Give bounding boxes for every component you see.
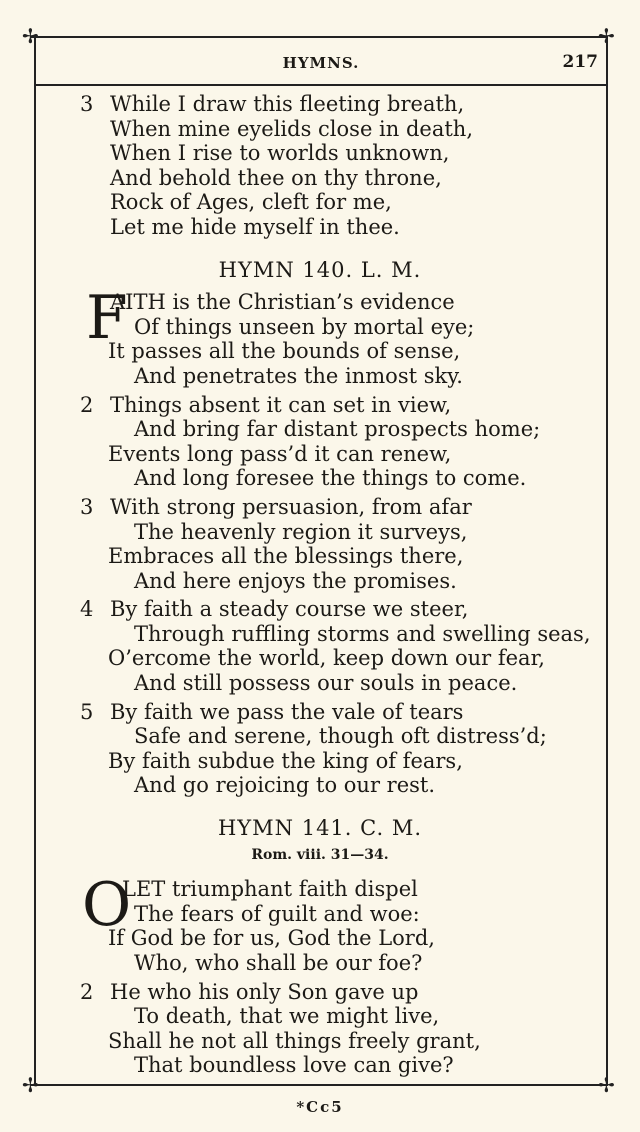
corner-ornament-icon: ✢ xyxy=(598,24,615,48)
verse-line: Who, who shall be our foe? xyxy=(134,951,423,975)
page-content xyxy=(80,92,620,1082)
scripture-reference: Rom. viii. 31—34. xyxy=(251,846,389,863)
stanza-number: 4 xyxy=(80,597,94,622)
verse-line: By faith subdue the king of fears, xyxy=(108,748,463,773)
verse-line: 4 By faith a steady course we steer, xyxy=(80,597,469,622)
verse-line: AITH is the Christian’s evidence xyxy=(110,290,455,315)
verse-line: Let me hide myself in thee. xyxy=(110,214,400,239)
verse-line: When I rise to worlds unknown, xyxy=(110,141,450,166)
verse-line: Events long pass’d it can renew, xyxy=(108,441,452,466)
stanza-number: 3 xyxy=(80,92,94,116)
drop-cap: F xyxy=(86,283,128,354)
verse-line: That boundless love can give? xyxy=(134,1053,454,1078)
stanza-number: 2 xyxy=(80,392,94,417)
running-title: HYMNS. xyxy=(282,54,360,72)
verse-line: 3 While I draw this fleeting breath, xyxy=(80,92,465,116)
header-rule xyxy=(36,84,606,86)
hymn-title: HYMN 140. L. M. xyxy=(218,257,422,282)
verse-line: Safe and serene, though oft distress’d; xyxy=(134,724,547,749)
left-border xyxy=(34,36,36,1086)
printer-signature: *Cc5 xyxy=(296,1098,344,1116)
verse-line: 2 He who his only Son gave up xyxy=(80,979,419,1004)
verse-line: Through ruffling storms and swelling seas, xyxy=(134,621,591,646)
verse-line: 2 Things absent it can set in view, xyxy=(80,392,452,417)
verse-line: LET triumphant faith dispel xyxy=(122,877,418,902)
verse-line: Rock of Ages, cleft for me, xyxy=(110,190,392,215)
page-header xyxy=(36,50,606,76)
verse-line: 3 With strong persuasion, from afar xyxy=(80,494,472,519)
hymn-title: HYMN 141. C. M. xyxy=(217,816,422,841)
corner-ornament-icon: ✢ xyxy=(22,1073,39,1097)
verse-line: And long foresee the things to come. xyxy=(134,466,527,491)
drop-cap: O xyxy=(82,870,132,941)
verse-line: 5 By faith we pass the vale of tears xyxy=(80,699,464,724)
verse-line: Embraces all the blessings there, xyxy=(108,544,464,569)
stanza xyxy=(80,495,620,593)
stanza xyxy=(80,870,620,975)
verse-line: O’ercome the world, keep down our fear, xyxy=(108,646,545,671)
stanza xyxy=(80,92,620,240)
verse-line: The fears of guilt and woe: xyxy=(134,901,420,926)
corner-ornament-icon: ✢ xyxy=(22,24,39,48)
verse-line: Shall he not all things freely grant, xyxy=(108,1028,481,1053)
stanza xyxy=(80,597,620,695)
verse-line: The heavenly region it surveys, xyxy=(134,519,468,544)
stanza-number: 3 xyxy=(80,494,94,519)
verse-line: And still possess our souls in peace. xyxy=(134,671,518,696)
page-number: 217 xyxy=(562,52,598,72)
stanza-number: 5 xyxy=(80,699,94,724)
verse-line: To death, that we might live, xyxy=(134,1004,440,1029)
verse-line: And here enjoys the promises. xyxy=(134,568,457,593)
verse-line: And penetrates the inmost sky. xyxy=(134,363,463,388)
bottom-rule xyxy=(30,1084,608,1086)
stanza xyxy=(80,393,620,491)
verse-line: And go rejoicing to our rest. xyxy=(134,773,436,798)
stanza xyxy=(80,700,620,798)
corner-ornament-icon: ✢ xyxy=(598,1073,615,1097)
verse-line: And bring far distant prospects home; xyxy=(134,417,541,442)
verse-line: When mine eyelids close in death, xyxy=(110,116,473,141)
top-rule xyxy=(30,36,608,38)
verse-line: It passes all the bounds of sense, xyxy=(108,339,461,364)
verse-line: If God be for us, God the Lord, xyxy=(108,926,435,951)
verse-line: Of things unseen by mortal eye; xyxy=(134,314,475,339)
verse-line: And behold thee on thy throne, xyxy=(110,165,442,190)
stanza xyxy=(80,283,620,388)
stanza xyxy=(80,980,620,1078)
stanza-number: 2 xyxy=(80,979,94,1004)
